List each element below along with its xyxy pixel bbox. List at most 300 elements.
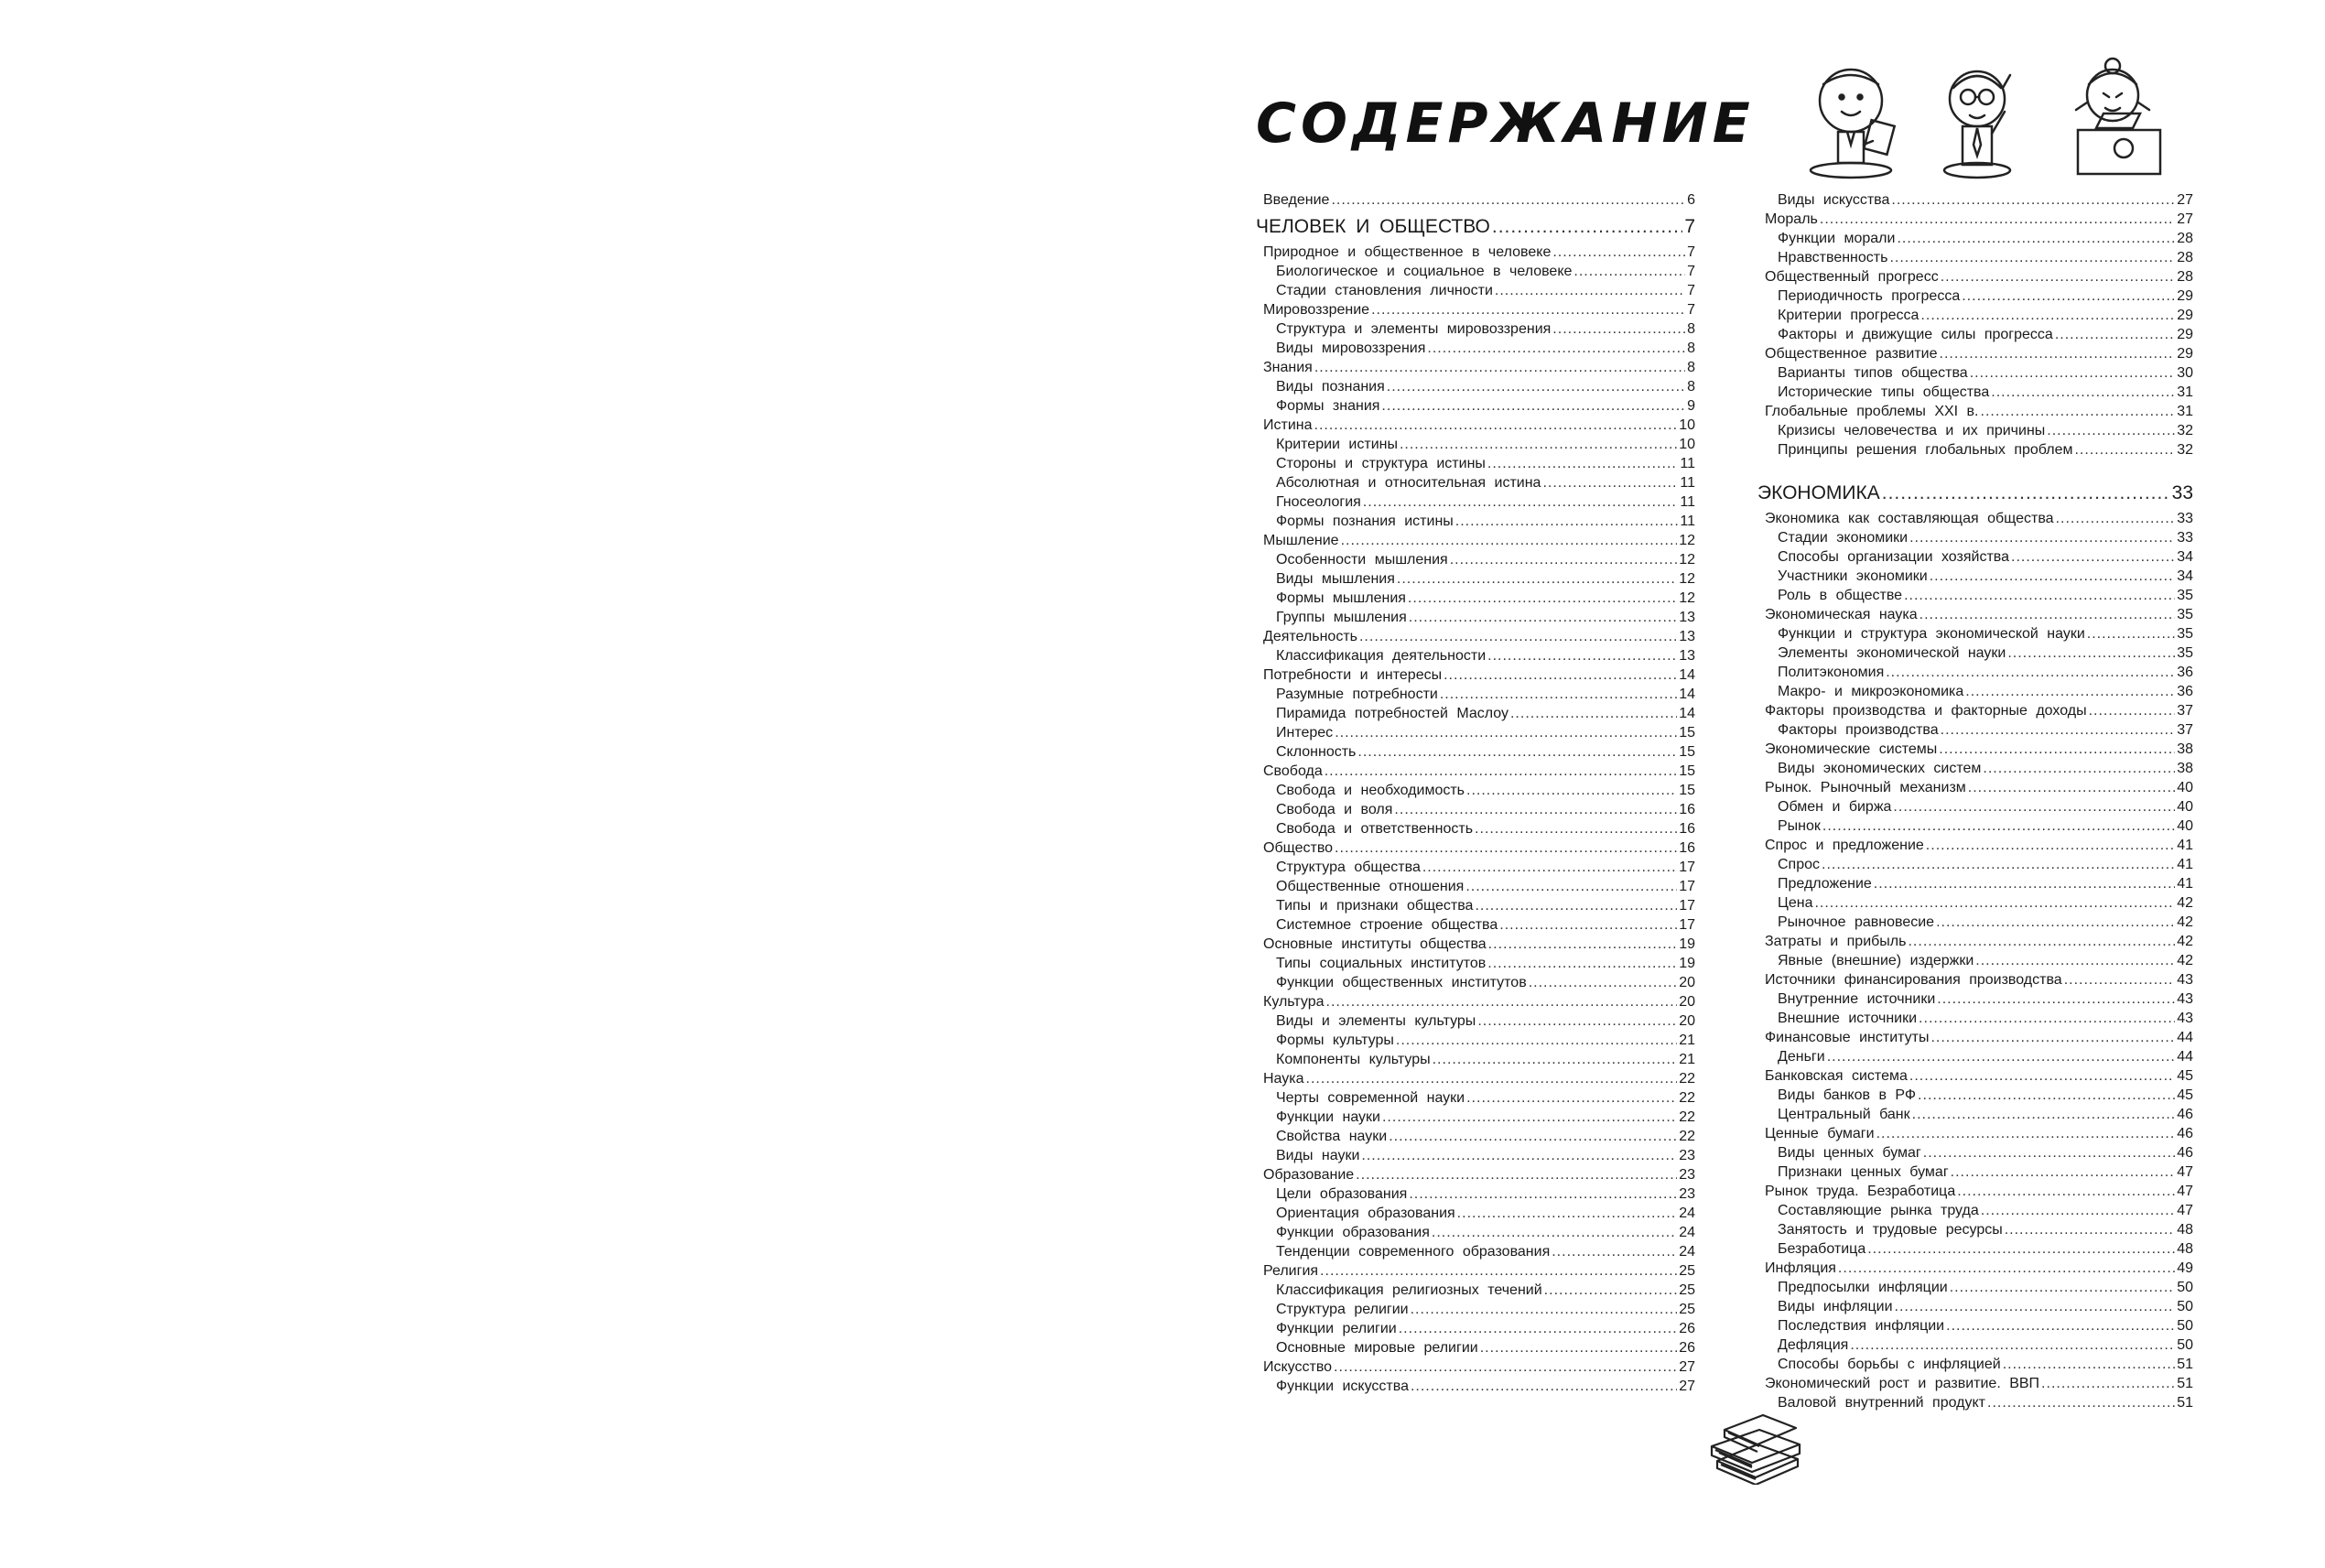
- stack-of-books-illustration: [1704, 1410, 1805, 1485]
- toc-page-number: 6: [1687, 192, 1695, 208]
- toc-entry-label: Цели образования: [1276, 1186, 1408, 1202]
- toc-entry-label: Внутренние источники: [1778, 991, 1936, 1007]
- dot-leader: [1867, 1239, 2175, 1259]
- toc-page-number: 42: [2177, 953, 2193, 968]
- toc-entry: [1256, 973, 1695, 992]
- toc-entry: [1757, 893, 2193, 913]
- toc-entry-label: Факторы производства и факторные доходы: [1765, 703, 2087, 719]
- toc-entry: [1256, 838, 1695, 858]
- toc-page-number: 34: [2177, 549, 2193, 565]
- toc-page-number: 49: [2177, 1260, 2193, 1276]
- toc-page-number: 31: [2177, 384, 2193, 400]
- toc-entry-label: Факторы и движущие силы прогресса: [1778, 327, 2053, 342]
- toc-entry: [1256, 1165, 1695, 1184]
- toc-entry: [1757, 1066, 2193, 1086]
- dot-leader: [2074, 440, 2175, 460]
- toc-entry: [1757, 1162, 2193, 1182]
- toc-page-number: 22: [1679, 1071, 1695, 1087]
- toc-entry-label: Природное и общественное в человеке: [1263, 244, 1552, 260]
- toc-entry: [1757, 663, 2193, 682]
- toc-entry-label: Мышление: [1263, 533, 1339, 548]
- toc-entry-label: Виды мышления: [1276, 571, 1395, 587]
- toc-entry: [1757, 1047, 2193, 1066]
- toc-entry-label: Мораль: [1765, 211, 1818, 227]
- toc-entry-label: Свобода и ответственность: [1276, 821, 1474, 837]
- toc-entry-label: Виды ценных бумаг: [1778, 1145, 1921, 1161]
- toc-page-number: 24: [1679, 1225, 1695, 1240]
- dot-leader: [1382, 1108, 1677, 1127]
- toc-page-number: 43: [2177, 991, 2193, 1007]
- toc-page-number: 40: [2177, 799, 2193, 815]
- dot-leader: [1981, 402, 2176, 421]
- toc-entry-label: Религия: [1263, 1263, 1319, 1279]
- dot-leader: [1492, 213, 1682, 241]
- dot-leader: [1957, 1182, 2175, 1201]
- dot-leader: [1909, 1066, 2175, 1086]
- toc-page-number: 33: [2177, 511, 2193, 526]
- toc-page-number: 44: [2177, 1030, 2193, 1045]
- toc-entry-label: Свобода и необходимость: [1276, 783, 1465, 798]
- dot-leader: [1444, 665, 1677, 685]
- toc-page-number: 50: [2177, 1280, 2193, 1295]
- dot-leader: [2005, 1220, 2175, 1239]
- toc-entry-label: Виды науки: [1276, 1148, 1360, 1163]
- toc-entry: [1757, 306, 2193, 325]
- toc-page-number: 35: [2177, 607, 2193, 622]
- dot-leader: [1457, 1204, 1678, 1223]
- dot-leader: [1970, 363, 2176, 383]
- toc-page-number: 34: [2177, 568, 2193, 584]
- toc-entry-label: Ценные бумаги: [1765, 1126, 1875, 1141]
- toc-entry: [1256, 1223, 1695, 1242]
- toc-page-number: 27: [1679, 1359, 1695, 1375]
- toc-entry: [1757, 836, 2193, 855]
- dot-leader: [1363, 492, 1679, 512]
- toc-page-number: 37: [2177, 722, 2193, 738]
- toc-page-number: 12: [1679, 590, 1695, 606]
- toc-entry: [1256, 1050, 1695, 1069]
- toc-page-number: 44: [2177, 1049, 2193, 1065]
- dot-leader: [1499, 915, 1677, 935]
- toc-page-number: 13: [1679, 648, 1695, 664]
- toc-entry-label: Общество: [1263, 840, 1334, 856]
- toc-page-number: 36: [2177, 665, 2193, 680]
- toc-entry-label: Спрос и предложение: [1765, 838, 1924, 853]
- dot-leader: [1487, 454, 1678, 473]
- toc-entry-label: Особенности мышления: [1276, 552, 1448, 568]
- toc-entry: [1757, 778, 2193, 797]
- toc-entry: [1256, 800, 1695, 819]
- toc-entry-label: Типы социальных институтов: [1276, 956, 1487, 971]
- toc-entry: [1757, 951, 2193, 970]
- dot-leader: [1422, 858, 1677, 877]
- dot-leader: [1552, 243, 1685, 262]
- toc-entry-label: Формы знания: [1276, 398, 1380, 414]
- toc-page-number: 50: [2177, 1318, 2193, 1334]
- dot-leader: [1822, 855, 2175, 874]
- toc-entry-label: Введение: [1263, 192, 1330, 208]
- dot-leader: [1962, 287, 2175, 306]
- toc-entry: [1256, 1031, 1695, 1050]
- dot-leader: [2055, 325, 2175, 344]
- toc-entry: [1256, 1319, 1695, 1338]
- toc-page-number: 48: [2177, 1222, 2193, 1238]
- toc-entry: [1256, 1088, 1695, 1108]
- toc-entry: [1256, 1281, 1695, 1300]
- dot-leader: [1891, 190, 2175, 210]
- toc-page-number: 20: [1679, 994, 1695, 1010]
- toc-entry: [1256, 1204, 1695, 1223]
- toc-entry-label: Структура общества: [1276, 860, 1421, 875]
- dot-leader: [1930, 567, 2175, 586]
- toc-entry: [1256, 685, 1695, 704]
- toc-entry-label: Цена: [1778, 895, 1813, 911]
- toc-entry-label: Интерес: [1276, 725, 1334, 741]
- toc-entry-label: Свойства науки: [1276, 1129, 1388, 1144]
- toc-page-number: 45: [2177, 1087, 2193, 1103]
- cartoon-characters-illustration: [1803, 57, 2179, 180]
- toc-entry-label: Явные (внешние) издержки: [1778, 953, 1974, 968]
- toc-page-number: 10: [1679, 417, 1695, 433]
- toc-entry: [1256, 1127, 1695, 1146]
- toc-entry-label: Принципы решения глобальных проблем: [1778, 442, 2073, 458]
- toc-page-number: 33: [2171, 482, 2193, 503]
- toc-page-number: 43: [2177, 972, 2193, 988]
- toc-entry-label: Предложение: [1778, 876, 1872, 892]
- dot-leader: [1341, 531, 1678, 550]
- dot-leader: [1926, 836, 2175, 855]
- dot-leader: [1814, 893, 2175, 913]
- toc-page-number: 11: [1680, 456, 1695, 471]
- toc-page-number: 9: [1687, 398, 1695, 414]
- toc-entry-label: Варианты типов общества: [1778, 365, 1968, 381]
- toc-page-number: 47: [2177, 1184, 2193, 1199]
- toc-entry: [1256, 492, 1695, 512]
- dot-leader: [1314, 358, 1685, 377]
- dot-leader: [1951, 1162, 2176, 1182]
- toc-entry: [1757, 874, 2193, 893]
- toc-page-number: 32: [2177, 423, 2193, 438]
- toc-entry-label: Биологическое и социальное в человеке: [1276, 264, 1573, 279]
- toc-entry: [1256, 723, 1695, 742]
- toc-entry-label: Центральный банк: [1778, 1107, 1910, 1122]
- toc-page-number: 22: [1679, 1090, 1695, 1106]
- toc-entry: [1256, 1146, 1695, 1165]
- dot-leader: [1433, 1050, 1678, 1069]
- toc-entry-label: Склонность: [1276, 744, 1357, 760]
- dot-leader: [1331, 190, 1685, 210]
- dot-leader: [1822, 816, 2175, 836]
- toc-page-number: 7: [1687, 264, 1695, 279]
- dot-leader: [1889, 248, 2175, 267]
- toc-entry: [1256, 762, 1695, 781]
- dot-leader: [1897, 229, 2175, 248]
- dot-leader: [1850, 1336, 2175, 1355]
- toc-entry: [1256, 396, 1695, 416]
- toc-entry-label: Общественные отношения: [1276, 879, 1465, 894]
- toc-entry-label: Рынок: [1778, 818, 1821, 834]
- toc-entry-label: Рынок. Рыночный механизм: [1765, 780, 1966, 795]
- dot-leader: [1968, 778, 2175, 797]
- toc-entry-label: Экономические системы: [1765, 741, 1938, 757]
- toc-entry-label: Признаки ценных бумаг: [1778, 1164, 1949, 1180]
- dot-leader: [1965, 682, 2175, 701]
- toc-page-number: 47: [2177, 1164, 2193, 1180]
- toc-entry: [1256, 1377, 1695, 1396]
- toc-entry: [1256, 935, 1695, 954]
- dot-leader: [1874, 874, 2175, 893]
- toc-entry-label: Виды и элементы культуры: [1276, 1013, 1476, 1029]
- dot-leader: [1408, 589, 1677, 608]
- toc-entry: [1757, 1297, 2193, 1316]
- toc-entry: [1757, 932, 2193, 951]
- toc-page-number: 45: [2177, 1068, 2193, 1084]
- toc-entry-label: Знания: [1263, 360, 1313, 375]
- dot-leader: [1475, 896, 1677, 915]
- toc-page-number: 26: [1679, 1340, 1695, 1356]
- dot-leader: [1552, 1242, 1677, 1261]
- toc-entry: [1757, 421, 2193, 440]
- toc-page-number: 13: [1679, 629, 1695, 644]
- dot-leader: [1314, 416, 1678, 435]
- dot-leader: [1912, 1105, 2176, 1124]
- dot-leader: [1325, 762, 1677, 781]
- toc-entry-label: Виды инфляции: [1778, 1299, 1893, 1314]
- toc-entry-label: Функции морали: [1778, 231, 1896, 246]
- toc-page-number: 43: [2177, 1011, 2193, 1026]
- dot-leader: [1455, 512, 1679, 531]
- dot-leader: [1895, 1297, 2176, 1316]
- toc-page-number: 11: [1680, 494, 1695, 510]
- toc-entry: [1256, 531, 1695, 550]
- toc-entry-label: ЧЕЛОВЕК И ОБЩЕСТВО: [1256, 216, 1490, 237]
- dot-leader: [1882, 480, 2170, 507]
- toc-entry: [1256, 1069, 1695, 1088]
- toc-section-heading: [1757, 480, 2193, 507]
- toc-page-number: 27: [2177, 192, 2193, 208]
- toc-entry: [1757, 1028, 2193, 1047]
- dot-leader: [1381, 396, 1685, 416]
- dot-leader: [1886, 663, 2175, 682]
- toc-entry: [1256, 473, 1695, 492]
- toc-entry-label: Роль в обществе: [1778, 588, 1903, 603]
- toc-entry-label: Истина: [1263, 417, 1313, 433]
- toc-entry: [1256, 646, 1695, 665]
- toc-page-number: 23: [1679, 1167, 1695, 1183]
- toc-entry-label: Политэкономия: [1778, 665, 1885, 680]
- toc-entry-label: Основные мировые религии: [1276, 1340, 1478, 1356]
- toc-entry: [1757, 1009, 2193, 1028]
- toc-entry: [1256, 1300, 1695, 1319]
- toc-entry-label: Исторические типы общества: [1778, 384, 1990, 400]
- toc-entry-label: Деятельность: [1263, 629, 1357, 644]
- toc-entry: [1256, 243, 1695, 262]
- toc-entry-label: Классификация деятельности: [1276, 648, 1487, 664]
- dot-leader: [1939, 740, 2175, 759]
- toc-page-number: 7: [1687, 283, 1695, 298]
- toc-entry-label: Типы и признаки общества: [1276, 898, 1474, 914]
- toc-entry: [1757, 402, 2193, 421]
- toc-page-number: 27: [2177, 211, 2193, 227]
- dot-leader: [1950, 1278, 2176, 1297]
- toc-entry: [1256, 1357, 1695, 1377]
- toc-entry: [1256, 190, 1695, 210]
- toc-entry: [1757, 1336, 2193, 1355]
- toc-page-number: 8: [1687, 379, 1695, 395]
- dot-leader: [1427, 339, 1685, 358]
- toc-page-number: 42: [2177, 895, 2193, 911]
- dot-leader: [1475, 819, 1677, 838]
- dot-leader: [2041, 1374, 2175, 1393]
- toc-entry-label: Предпосылки инфляции: [1778, 1280, 1948, 1295]
- toc-entry: [1757, 855, 2193, 874]
- toc-page-number: 42: [2177, 934, 2193, 949]
- toc-entry-label: Стороны и структура истины: [1276, 456, 1486, 471]
- toc-page-number: 16: [1679, 840, 1695, 856]
- toc-entry-label: Виды экономических систем: [1778, 761, 1982, 776]
- toc-entry-label: Безработица: [1778, 1241, 1866, 1257]
- dot-leader: [1991, 383, 2175, 402]
- toc-page-number: 32: [2177, 442, 2193, 458]
- toc-entry: [1757, 248, 2193, 267]
- toc-entry: [1256, 608, 1695, 627]
- toc-entry-label: Свобода: [1263, 763, 1323, 779]
- toc-entry: [1757, 1201, 2193, 1220]
- dot-leader: [1930, 1028, 2175, 1047]
- toc-entry-label: Тенденции современного образования: [1276, 1244, 1551, 1260]
- toc-entry: [1757, 1220, 2193, 1239]
- toc-page-number: 33: [2177, 530, 2193, 546]
- dot-leader: [1838, 1259, 2175, 1278]
- dot-leader: [1919, 1009, 2175, 1028]
- dot-leader: [1542, 473, 1678, 492]
- dot-leader: [1411, 1300, 1678, 1319]
- toc-entry: [1757, 1124, 2193, 1143]
- toc-page-number: 31: [2177, 404, 2193, 419]
- toc-entry: [1256, 896, 1695, 915]
- dot-leader: [1919, 605, 2176, 624]
- dot-leader: [1440, 685, 1677, 704]
- dot-leader: [1335, 838, 1677, 858]
- dot-leader: [1371, 300, 1685, 319]
- toc-entry: [1256, 1338, 1695, 1357]
- toc-entry: [1757, 287, 2193, 306]
- toc-page-number: 15: [1679, 763, 1695, 779]
- toc-entry: [1757, 1374, 2193, 1393]
- toc-page-number: 51: [2177, 1376, 2193, 1391]
- toc-entry-label: Общественное развитие: [1765, 346, 1938, 362]
- toc-entry-label: Функции и структура экономической науки: [1778, 626, 2085, 642]
- toc-entry: [1256, 1184, 1695, 1204]
- toc-page-number: 21: [1679, 1033, 1695, 1048]
- dot-leader: [1820, 210, 2175, 229]
- toc-entry-label: Формы познания истины: [1276, 514, 1454, 529]
- toc-page-number: 24: [1679, 1206, 1695, 1221]
- toc-entry-label: Культура: [1263, 994, 1325, 1010]
- toc-entry: [1256, 281, 1695, 300]
- toc-entry: [1757, 1355, 2193, 1374]
- toc-page-number: 29: [2177, 288, 2193, 304]
- toc-entry-label: Функции образования: [1276, 1225, 1430, 1240]
- dot-leader: [1400, 435, 1677, 454]
- toc-entry-label: Потребности и интересы: [1263, 667, 1443, 683]
- toc-entry-label: Структура и элементы мировоззрения: [1276, 321, 1552, 337]
- toc-entry-label: Глобальные проблемы XXI в.: [1765, 404, 1979, 419]
- toc-entry: [1757, 528, 2193, 547]
- dot-leader: [1909, 528, 2175, 547]
- toc-entry-label: Составляющие рынка труда: [1778, 1203, 1979, 1218]
- toc-entry: [1757, 267, 2193, 287]
- toc-page-number: 25: [1679, 1282, 1695, 1298]
- toc-entry-label: Занятость и трудовые ресурсы: [1778, 1222, 2003, 1238]
- toc-entry-label: Структура религии: [1276, 1302, 1409, 1317]
- toc-entry: [1757, 989, 2193, 1009]
- dot-leader: [1941, 267, 2176, 287]
- dot-leader: [1480, 1338, 1678, 1357]
- toc-entry: [1256, 1011, 1695, 1031]
- dot-leader: [1936, 913, 2175, 932]
- toc-entry-label: Наука: [1263, 1071, 1304, 1087]
- toc-entry: [1757, 440, 2193, 460]
- toc-entry: [1256, 339, 1695, 358]
- toc-page-number: 41: [2177, 838, 2193, 853]
- toc-entry-label: Банковская система: [1765, 1068, 1908, 1084]
- toc-entry: [1256, 1108, 1695, 1127]
- toc-entry: [1256, 915, 1695, 935]
- toc-entry-label: Экономика как составляющая общества: [1765, 511, 2054, 526]
- toc-entry: [1256, 454, 1695, 473]
- toc-entry-label: Основные институты общества: [1263, 936, 1487, 952]
- toc-entry: [1757, 605, 2193, 624]
- dot-leader: [2047, 421, 2175, 440]
- toc-page-number: 14: [1679, 667, 1695, 683]
- dot-leader: [1450, 550, 1678, 569]
- toc-entry-label: Инфляция: [1765, 1260, 1836, 1276]
- toc-page-number: 14: [1679, 706, 1695, 721]
- dot-leader: [1983, 759, 2175, 778]
- toc-entry: [1256, 877, 1695, 896]
- dot-leader: [1409, 1184, 1677, 1204]
- toc-entry: [1757, 970, 2193, 989]
- toc-entry-label: Гносеология: [1276, 494, 1361, 510]
- toc-page-number: 28: [2177, 250, 2193, 265]
- toc-page-number: 13: [1679, 610, 1695, 625]
- dot-leader: [1552, 319, 1685, 339]
- toc-entry: [1757, 643, 2193, 663]
- toc-page-number: 51: [2177, 1357, 2193, 1372]
- toc-page-number: 40: [2177, 780, 2193, 795]
- dot-leader: [1529, 973, 1678, 992]
- toc-entry: [1256, 992, 1695, 1011]
- toc-page-number: 25: [1679, 1263, 1695, 1279]
- toc-entry: [1757, 1259, 2193, 1278]
- toc-entry-label: Финансовые институты: [1765, 1030, 1930, 1045]
- dot-leader: [1335, 723, 1677, 742]
- toc-entry: [1757, 190, 2193, 210]
- toc-entry-label: Разумные потребности: [1276, 687, 1438, 702]
- toc-entry-label: Черты современной науки: [1276, 1090, 1465, 1106]
- toc-page-number: 14: [1679, 687, 1695, 702]
- toc-entry-label: Экономический рост и развитие. ВВП: [1765, 1376, 2040, 1391]
- toc-entry: [1757, 1105, 2193, 1124]
- toc-entry: [1757, 816, 2193, 836]
- dot-leader: [1487, 646, 1677, 665]
- toc-page-number: 40: [2177, 818, 2193, 834]
- toc-entry: [1256, 589, 1695, 608]
- toc-entry-label: Макро- и микроэкономика: [1778, 684, 1964, 699]
- toc-entry-label: Критерии истины: [1276, 437, 1398, 452]
- toc-entry: [1256, 858, 1695, 877]
